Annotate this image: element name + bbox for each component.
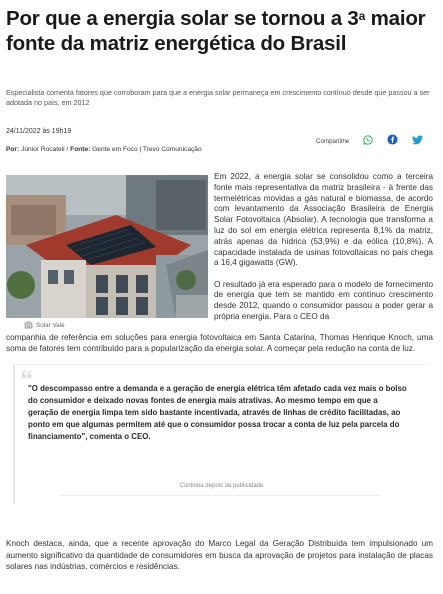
- twitter-share-button[interactable]: [409, 131, 426, 148]
- facebook-icon: [387, 134, 398, 145]
- article-subtitle: Especialista comenta fatores que corroboram para que a energia solar permaneça em crescimento contínuo desde que passou a ser adotada no país, em 2012: [6, 88, 430, 107]
- paragraph-2-continued: companhia de referência em soluções para energia fotovoltaica em Santa Catarina, Thomas Henrique Knoch, uma soma de fatores tem contribuído para a popularização da energia solar. A começar pela redução na conta de luz.: [6, 333, 433, 353]
- share-label: Compartilhe: [316, 138, 350, 145]
- article-image[interactable]: [6, 175, 208, 318]
- article-body-top: [214, 172, 433, 333]
- quote-icon: [22, 370, 32, 378]
- article-title: Por que a energia solar se tornou a 3$^a$ maior fonte da matriz energética do Brasil: [6, 7, 426, 55]
- whatsapp-share-button[interactable]: [359, 131, 376, 148]
- publish-date: 24/11/2022 às 19h19: [6, 128, 72, 135]
- camera-icon: [24, 321, 33, 329]
- image-caption: Solar Vale: [36, 322, 65, 329]
- pull-quote: "O descompasso entre a demanda e a geração de energia elétrica têm afetado cada vez mais o bolso do consumidor e deixado novas fontes de energia mais atrativas. Ao mesmo tempo em que a geração de energia limpa tem sido bastante incentivada, através de linhas de crédito facilitadas, ao ponto em que algumas permitem até que o consumidor possa trocar a conta de luz pela parcela do financiamento", comenta o CEO.: [28, 384, 407, 441]
- source-name: Gente em Foco | Trevo Comunicação: [92, 146, 202, 153]
- source-label: Fonte:: [70, 146, 91, 153]
- whatsapp-icon: [363, 135, 373, 145]
- ad-divider: [60, 495, 380, 496]
- facebook-share-button[interactable]: [384, 131, 401, 148]
- paragraph-3: Knoch destaca, ainda, que a recente aprovação do Marco Legal da Geração Distribuída tem impulsionado um aumento significativo da quantidade de consumidores em busca da aprovação de projetos para instalação de placas solares nas indústrias, comércios e residências.: [6, 539, 433, 571]
- paragraph-1: Em 2022, a energia solar se consolidou como a terceira fonte mais representativa da matriz brasileira - à frente das termelétricas movidas a gás natural e biomassa, de acordo com levantamento da Associação Brasileira de Energia Solar Fotovoltaica (Absolar). A tecnologia que transforma a luz do sol em energia elétrica representa 8,1% da matriz, atrás apenas da hídrica (53,9%) e da eólica (10,8%). A capacidade instalada de usinas fotovoltaicas no país chega a 16,4 gigawatts (GW).: [214, 172, 433, 268]
- author-name[interactable]: Júnior Rocateli: [21, 146, 65, 153]
- paragraph-2: O resultado já era esperado para o modelo de fornecimento de energia que tem se mantido em contínuo crescimento desde 2012, quando o consumidor passou a poder gerar a própria energia. Para o CEO da: [214, 279, 433, 322]
- byline: Por: Júnior Rocateli / Fonte: Gente em Foco | Trevo Comunicação: [6, 146, 202, 153]
- twitter-icon: [412, 135, 423, 145]
- author-label: Por:: [6, 146, 20, 153]
- ad-notice: Continua depois da publicidade: [179, 483, 264, 489]
- solar-building-photo: [6, 175, 208, 318]
